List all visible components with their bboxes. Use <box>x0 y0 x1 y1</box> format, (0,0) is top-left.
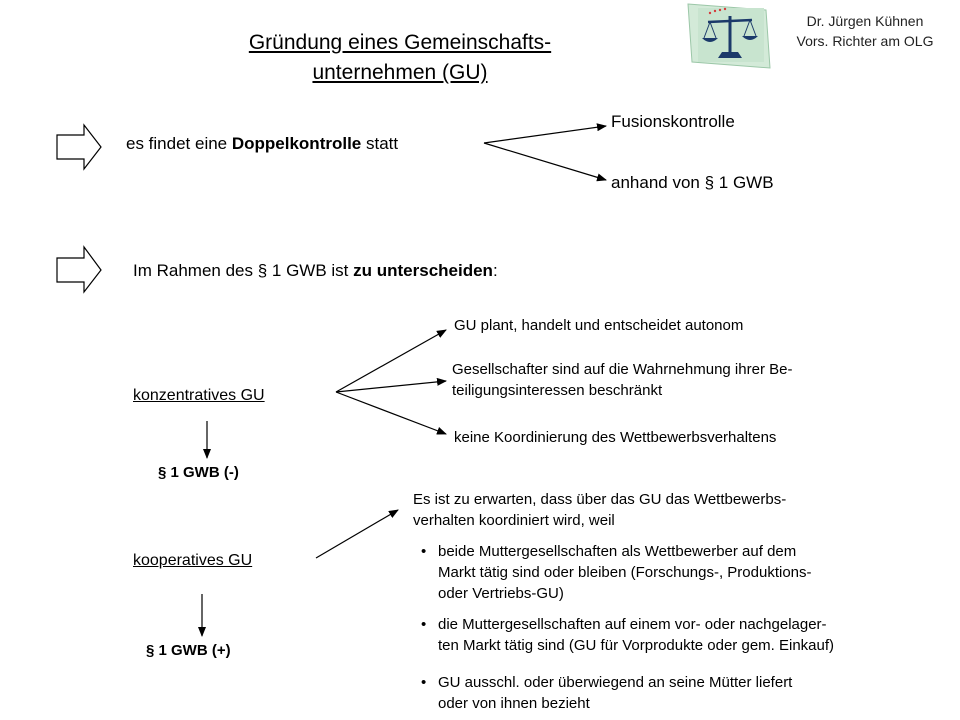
konzentrativ-result: § 1 GWB (-) <box>158 464 239 481</box>
arrow-to-fusionskontrolle <box>484 126 606 143</box>
doppelkontrolle-bold: Doppelkontrolle <box>231 134 362 153</box>
arrow-to-gwb <box>484 143 606 180</box>
kooperatives-gu-label: kooperatives GU <box>133 552 253 569</box>
konzentratives-gu-label: konzentratives GU <box>133 387 265 404</box>
doppelkontrolle-statement: es findet eine Doppelkontrolle statt <box>126 134 399 153</box>
title-line-2: unternehmen (GU) <box>312 61 488 84</box>
author-name: Dr. Jürgen Kühnen <box>806 13 924 29</box>
konzentrativ-point-1: GU plant, handelt und entscheidet autonom <box>454 317 744 334</box>
section2-intro: Im Rahmen des § 1 GWB ist zu unterscheiden: <box>133 261 498 280</box>
block-arrow-right-icon <box>57 125 101 169</box>
konzentrativ-point-2: Gesellschafter sind auf die Wahrnehmung ihrer Be- teiligungsinteressen beschränkt <box>452 361 793 399</box>
bullet-marker: • <box>421 543 427 560</box>
kooperativ-intro: Es ist zu erwarten, dass über das GU das Wettbewerbs- verhalten koordiniert wird, weil <box>413 491 787 529</box>
title-line-1: Gründung eines Gemeinschafts- <box>248 31 552 54</box>
zu-unterscheiden-bold: zu unterscheiden <box>353 261 493 280</box>
konzentrativ-point-3: keine Koordinierung des Wettbewerbsverhaltens <box>454 429 777 446</box>
author-title: Vors. Richter am OLG <box>796 33 934 49</box>
bullet-marker: • <box>421 616 427 633</box>
bullet-marker: • <box>421 674 427 691</box>
arrow-to-point3 <box>336 392 446 434</box>
branch-gwb: anhand von § 1 GWB <box>611 173 774 192</box>
arrow-to-kooperativ-intro <box>316 510 398 558</box>
kooperativ-result: § 1 GWB (+) <box>146 642 231 659</box>
block-arrow-right-icon <box>57 247 101 292</box>
branch-fusionskontrolle: Fusionskontrolle <box>611 112 735 131</box>
